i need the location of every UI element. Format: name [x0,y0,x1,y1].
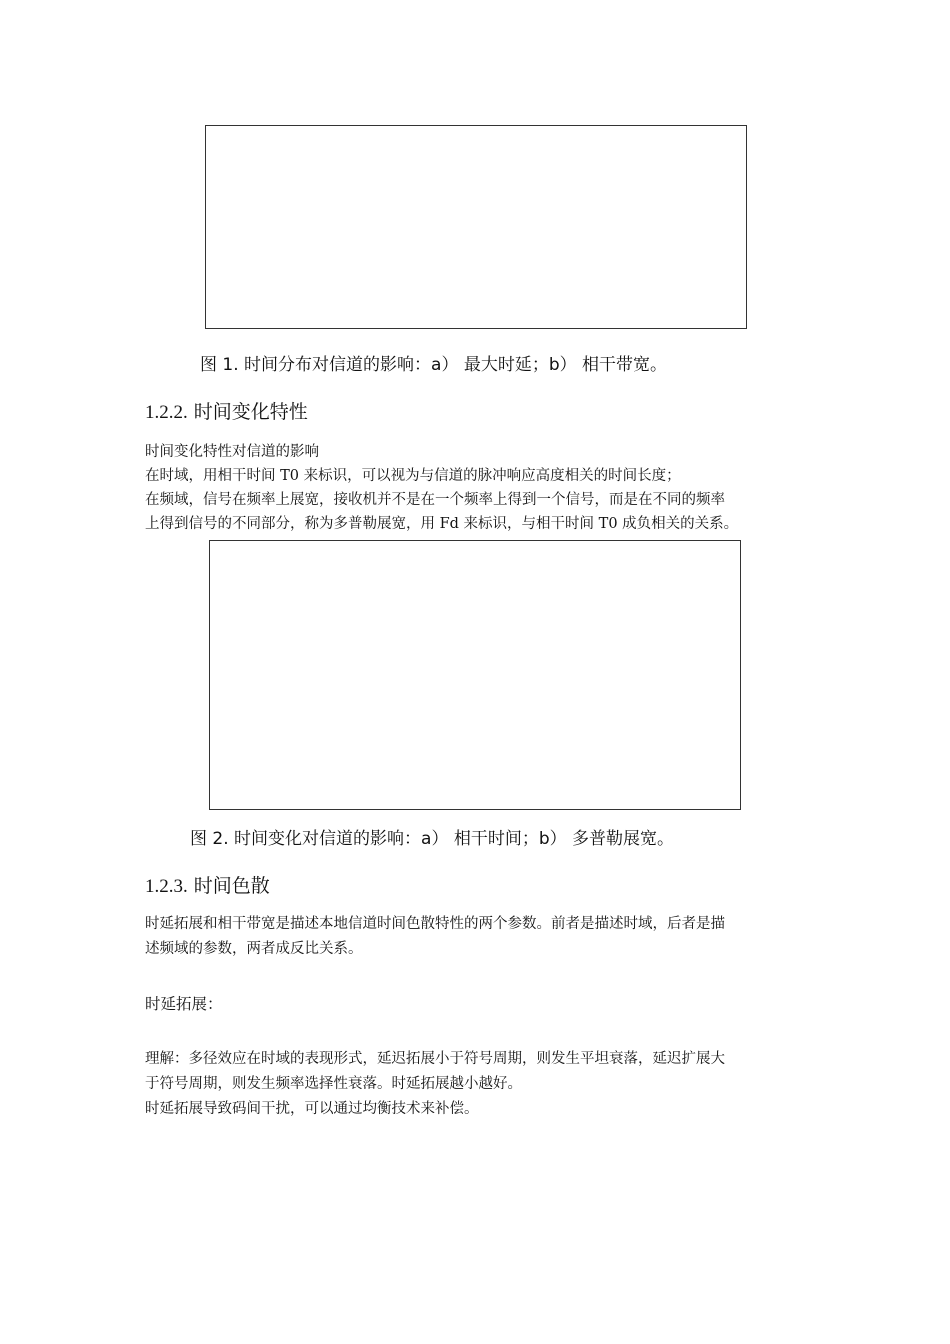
text-line: 时间变化特性对信道的影响 [145,444,319,460]
figure-1-caption: 图 1. 时间分布对信道的影响：a） 最大时延；b） 相干带宽。 [200,355,668,375]
section-number: 1.2.3. [145,876,188,897]
delay-spread-subheading: 时延拓展： [145,995,223,1013]
section-title: 时间变化特性 [193,401,308,423]
section-1-2-2-heading [145,397,308,424]
figure-1-image [205,125,747,329]
section-1-2-3-heading [145,871,270,898]
figure-2-image [209,540,741,810]
text-line: 在频域，信号在频率上展宽，接收机并不是在一个频率上得到一个信号，而是在不同的频率 [145,492,725,508]
text-line: 于符号周期，则发生频率选择性衰落。时延拓展越小越好。 [145,1076,522,1092]
text-line: 时延拓展导致码间干扰，可以通过均衡技术来补偿。 [145,1101,479,1117]
figure-2-caption: 图 2. 时间变化对信道的影响：a） 相干时间；b） 多普勒展宽。 [190,829,675,849]
section-1-2-3-intro [145,912,815,962]
section-1-2-2-body [145,440,815,536]
text-line: 在时域，用相干时间 T0 来标识，可以视为与信道的脉冲响应高度相关的时间长度； [145,468,681,484]
text-line: 时延拓展和相干带宽是描述本地信道时间色散特性的两个参数。前者是描述时域，后者是描 [145,916,725,932]
delay-spread-body [145,1047,815,1122]
text-line: 理解：多径效应在时域的表现形式，延迟拓展小于符号周期，则发生平坦衰落，延迟扩展大 [145,1051,725,1067]
text-line: 述频域的参数，两者成反比关系。 [145,941,363,957]
section-title: 时间色散 [193,875,270,897]
section-number: 1.2.2. [145,402,188,423]
text-line: 上得到信号的不同部分，称为多普勒展宽，用 Fd 来标识，与相干时间 T0 成负相关的关系。 [145,516,739,532]
